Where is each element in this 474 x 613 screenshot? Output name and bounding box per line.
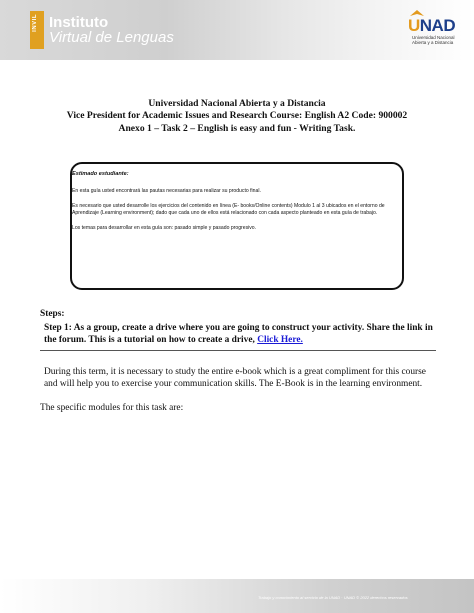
unad-logo-subtitle [412, 36, 466, 46]
ivl-logo [30, 10, 174, 50]
unad-logo-u: U [408, 16, 420, 35]
unad-logo-sub2: Abierta y a Distancia [412, 39, 454, 45]
footer-text: Trabajo y conocimiento al servicio de la UNAD · UNAD © 2022 derechos reservados [258, 595, 408, 600]
ebook-paragraph: During this term, it is necessary to study the entire e-book which is a great compliment for this course and will help you to exercise your communication skills. The E-Book is in the learning environment. [44, 367, 426, 389]
unad-logo-sub1: Universidad Nacional [412, 35, 455, 40]
ivl-logo-line2: Virtual de Lenguas [49, 29, 174, 46]
document-title [40, 98, 434, 135]
title-annex: Anexo 1 – Task 2 – English is easy and fun - Writing Task. [118, 122, 356, 134]
modules-line: The specific modules for this task are: [40, 403, 184, 413]
unad-logo-word [408, 16, 455, 36]
ivl-logo-line1: Instituto [49, 14, 109, 31]
notice-paragraph-3: Los temas para desarrollar en esta guía son: pasado simple y pasado progresivo. [72, 225, 257, 232]
ivl-logo-text [49, 15, 174, 45]
title-course: Vice President for Academic Issues and Research Course: English A2 Code: 900002 [66, 110, 408, 122]
ivl-logo-tag: INVIL [32, 14, 38, 32]
steps-label: Steps: [40, 309, 65, 319]
step-1-text: Step 1: As a group, create a drive where you are going to construct your activity. Share the link in the forum. This is a tutorial on how to create a drive, [44, 323, 433, 346]
unad-logo [406, 10, 466, 52]
step-1 [44, 322, 436, 346]
ivl-logo-bar [30, 11, 44, 49]
notice-heading: Estimado estudiante: [72, 171, 129, 177]
notice-content [72, 170, 402, 240]
click-here-link[interactable]: Click Here. [257, 335, 303, 346]
unad-logo-rest: NAD [419, 16, 456, 35]
notice-paragraph-2: Es necesario que usted desarrolle los ejercicios del contenido en línea (E- books/Online contents) Modulo 1 al 3 ubicados en el entorno de Aprendizaje (Learning environment); dado que cada uno de ellos está relacionado con cada aspecto planteado en esta guía de trabajo. [72, 202, 385, 217]
title-university: Universidad Nacional Abierta y a Distancia [148, 98, 326, 109]
step-divider [40, 350, 436, 351]
notice-paragraph-1: En esta guía usted encontrará las pautas necesarias para realizar su producto final. [72, 187, 261, 194]
